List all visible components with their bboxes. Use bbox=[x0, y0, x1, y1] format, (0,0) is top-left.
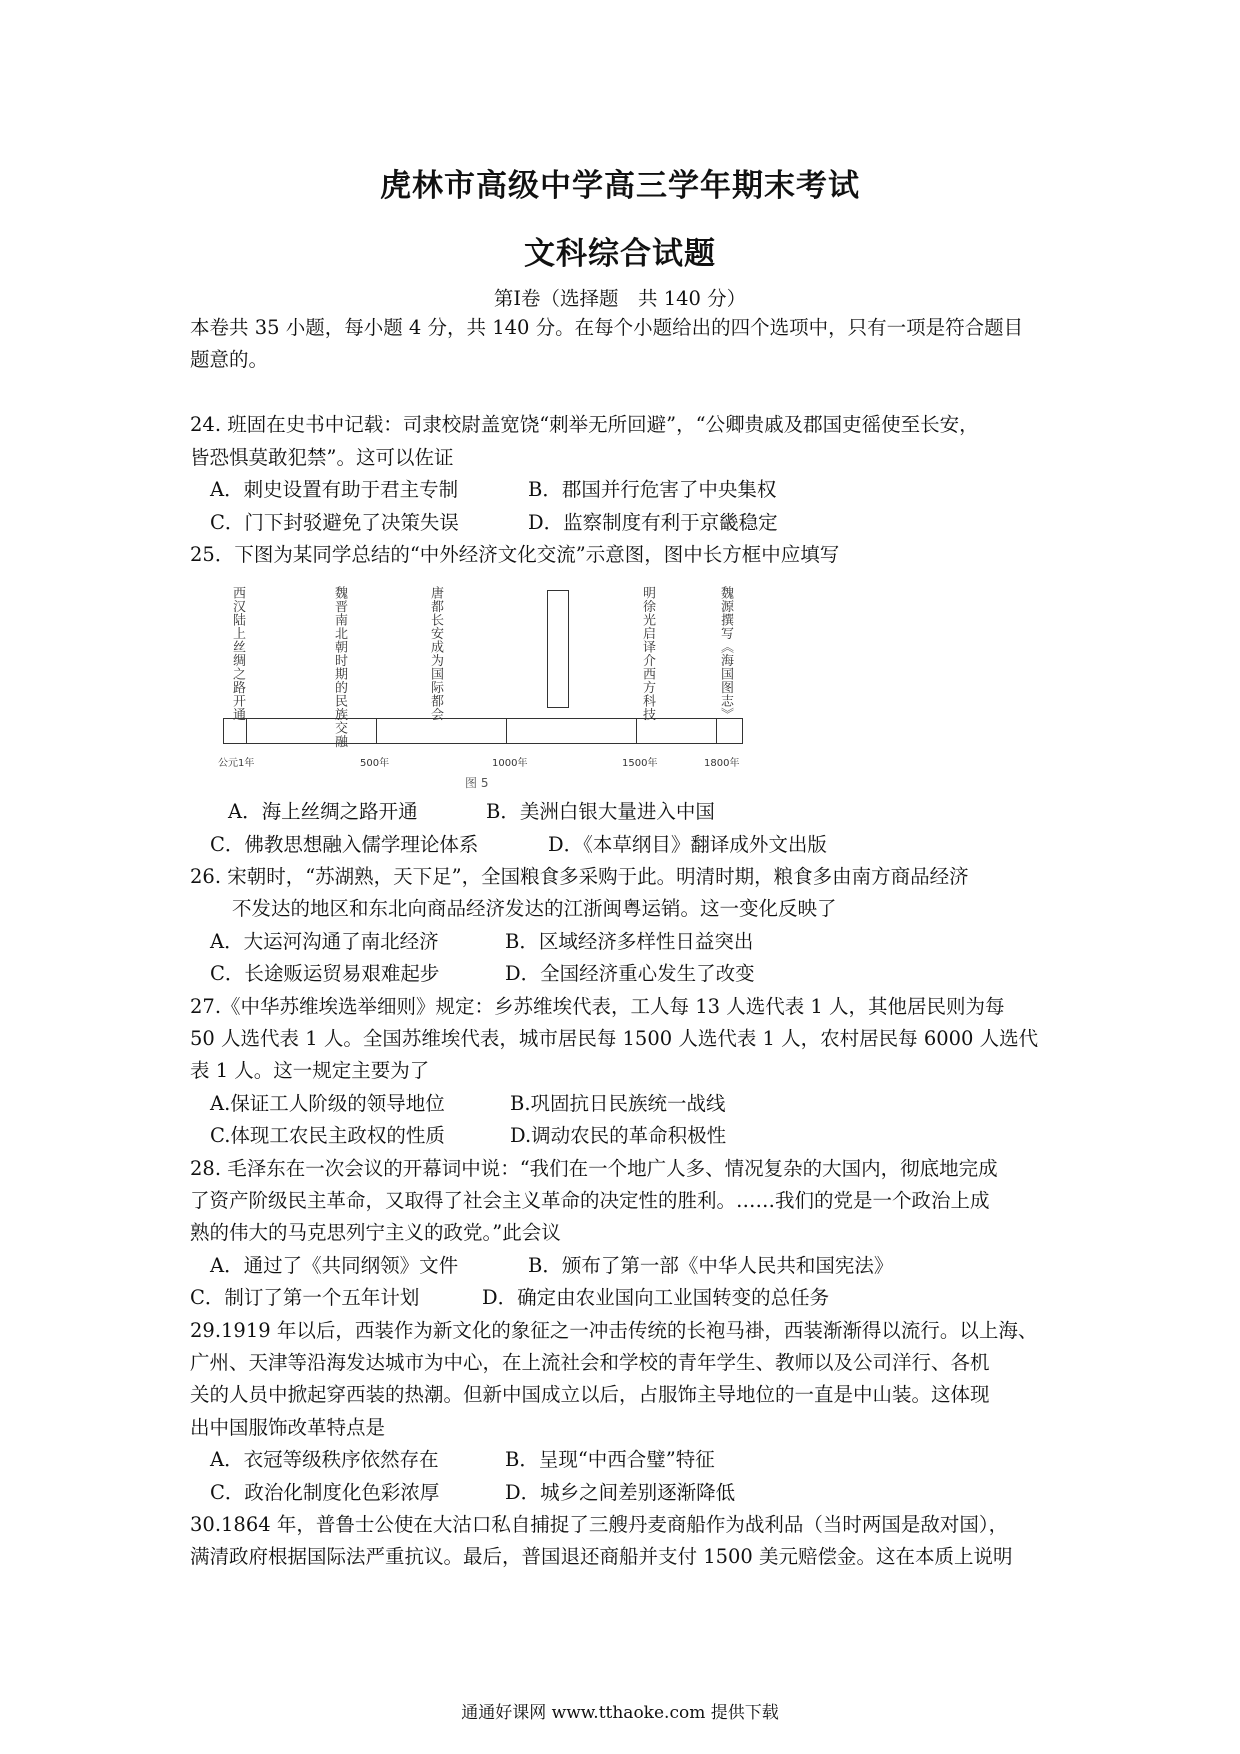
q24-option-c: C．门下封驳避免了决策失误 bbox=[210, 511, 459, 534]
timeline-divider bbox=[246, 719, 247, 743]
figure-caption: 图 5 bbox=[465, 776, 489, 790]
q26-option-a: A．大运河沟通了南北经济 bbox=[210, 930, 439, 953]
q27-line-3: 表 1 人。这一规定主要为了 bbox=[190, 1059, 430, 1082]
q27-line-1: 27.《中华苏维埃选举细则》规定：乡苏维埃代表，工人每 13 人选代表 1 人，其他居民则为每 bbox=[190, 995, 1005, 1018]
timeline-tick: 500年 bbox=[360, 758, 390, 769]
timeline-divider bbox=[506, 719, 507, 743]
timeline-divider bbox=[376, 719, 377, 743]
q25-option-c: C．佛教思想融入儒学理论体系 bbox=[210, 833, 479, 856]
timeline-label-5: 魏源撰写《海国图志》 bbox=[718, 586, 733, 721]
timeline-divider bbox=[716, 719, 717, 743]
q26-option-b: B．区域经济多样性日益突出 bbox=[505, 930, 754, 953]
q28-option-d: D．确定由农业国向工业国转变的总任务 bbox=[482, 1286, 830, 1309]
timeline-label-2: 魏晋南北朝时期的民族交融 bbox=[332, 586, 347, 748]
exam-subtitle: 文科综合试题 bbox=[524, 236, 716, 272]
q24-line-2: 皆恐惧莫敢犯禁”。这可以佐证 bbox=[190, 446, 454, 469]
q28-option-c: C．制订了第一个五年计划 bbox=[190, 1286, 420, 1309]
timeline-bar bbox=[223, 718, 743, 744]
q27-option-b: B.巩固抗日民族统一战线 bbox=[510, 1092, 726, 1115]
q27-option-a: A.保证工人阶级的领导地位 bbox=[210, 1092, 445, 1115]
q25-line-1: 25．下图为某同学总结的“中外经济文化交流”示意图，图中长方框中应填写 bbox=[190, 543, 840, 566]
q25-option-d: D．《本草纲目》翻译成外文出版 bbox=[548, 833, 827, 856]
q29-line-4: 出中国服饰改革特点是 bbox=[190, 1416, 386, 1439]
q27-option-c: C.体现工农民主政权的性质 bbox=[210, 1124, 445, 1147]
q25-option-b: B．美洲白银大量进入中国 bbox=[486, 800, 715, 823]
timeline-tick: 1800年 bbox=[704, 758, 740, 769]
q27-line-2: 50 人选代表 1 人。全国苏维埃代表，城市居民每 1500 人选代表 1 人，农村居民每 6000 人选代 bbox=[190, 1027, 1039, 1050]
timeline-label-3: 唐都长安成为国际都会 bbox=[428, 586, 443, 721]
intro-line-1: 本卷共 35 小题，每小题 4 分，共 140 分。在每个小题给出的四个选项中，只有一项是符合题目 bbox=[190, 316, 1024, 339]
q29-option-a: A．衣冠等级秩序依然存在 bbox=[210, 1448, 439, 1471]
q28-option-a: A．通过了《共同纲领》文件 bbox=[210, 1254, 459, 1277]
q24-option-d: D．监察制度有利于京畿稳定 bbox=[528, 511, 778, 534]
q29-option-d: D．城乡之间差别逐渐降低 bbox=[505, 1481, 736, 1504]
timeline-blank-box bbox=[547, 590, 569, 708]
q30-line-1: 30.1864 年，普鲁士公使在大沽口私自捕捉了三艘丹麦商船作为战利品（当时两国是敌对国）， bbox=[190, 1513, 1009, 1536]
q24-option-b: B．郡国并行危害了中央集权 bbox=[528, 478, 777, 501]
timeline-tick: 公元1年 bbox=[218, 758, 255, 769]
q28-line-3: 熟的伟大的马克思列宁主义的政党。”此会议 bbox=[190, 1221, 561, 1244]
q26-line-2: 不发达的地区和东北向商品经济发达的江浙闽粤运销。这一变化反映了 bbox=[232, 897, 837, 920]
q26-option-c: C．长途贩运贸易艰难起步 bbox=[210, 962, 440, 985]
q24-line-1: 24. 班固在史书中记载：司隶校尉盖宽饶“刺举无所回避”，“公卿贵戚及郡国吏徭使至长安， bbox=[190, 413, 979, 436]
page-footer: 通通好课网 www.tthaoke.com 提供下载 bbox=[461, 1703, 779, 1723]
q25-option-a: A．海上丝绸之路开通 bbox=[228, 800, 418, 823]
q29-line-2: 广州、天津等沿海发达城市为中心，在上流社会和学校的青年学生、教师以及公司洋行、各机 bbox=[190, 1351, 990, 1374]
q24-option-a: A．刺史设置有助于君主专制 bbox=[210, 478, 459, 501]
q26-option-d: D．全国经济重心发生了改变 bbox=[505, 962, 755, 985]
q29-option-c: C．政治化制度化色彩浓厚 bbox=[210, 1481, 440, 1504]
q29-option-b: B．呈现“中西合璧”特征 bbox=[505, 1448, 715, 1471]
q29-line-3: 关的人员中掀起穿西装的热潮。但新中国成立以后，占服饰主导地位的一直是中山装。这体现 bbox=[190, 1383, 990, 1406]
timeline-label-1: 西汉陆上丝绸之路开通 bbox=[230, 586, 245, 721]
timeline-tick: 1500年 bbox=[622, 758, 658, 769]
section-heading: 第Ⅰ卷（选择题 共 140 分） bbox=[493, 287, 747, 310]
intro-line-2: 题意的。 bbox=[190, 348, 269, 371]
q27-option-d: D.调动农民的革命积极性 bbox=[510, 1124, 727, 1147]
timeline-tick: 1000年 bbox=[492, 758, 528, 769]
q26-line-1: 26. 宋朝时，“苏湖熟，天下足”，全国粮食多采购于此。明清时期，粮食多由南方商品经济 bbox=[190, 865, 969, 888]
exam-title: 虎林市高级中学高三学年期末考试 bbox=[380, 168, 860, 204]
q28-option-b: B．颁布了第一部《中华人民共和国宪法》 bbox=[528, 1254, 894, 1277]
q28-line-2: 了资产阶级民主革命，又取得了社会主义革命的决定性的胜利。……我们的党是一个政治上成 bbox=[190, 1189, 990, 1212]
timeline-figure bbox=[210, 578, 770, 793]
q29-line-1: 29.1919 年以后，西装作为新文化的象征之一冲击传统的长袍马褂，西装渐渐得以流行。以上海、 bbox=[190, 1319, 1038, 1342]
q30-line-2: 满清政府根据国际法严重抗议。最后，普国退还商船并支付 1500 美元赔偿金。这在本质上说明 bbox=[190, 1545, 1013, 1568]
timeline-label-4: 明徐光启译介西方科技 bbox=[640, 586, 655, 721]
timeline-divider bbox=[636, 719, 637, 743]
q28-line-1: 28. 毛泽东在一次会议的开幕词中说：“我们在一个地广人多、情况复杂的大国内，彻底地完成 bbox=[190, 1157, 998, 1180]
